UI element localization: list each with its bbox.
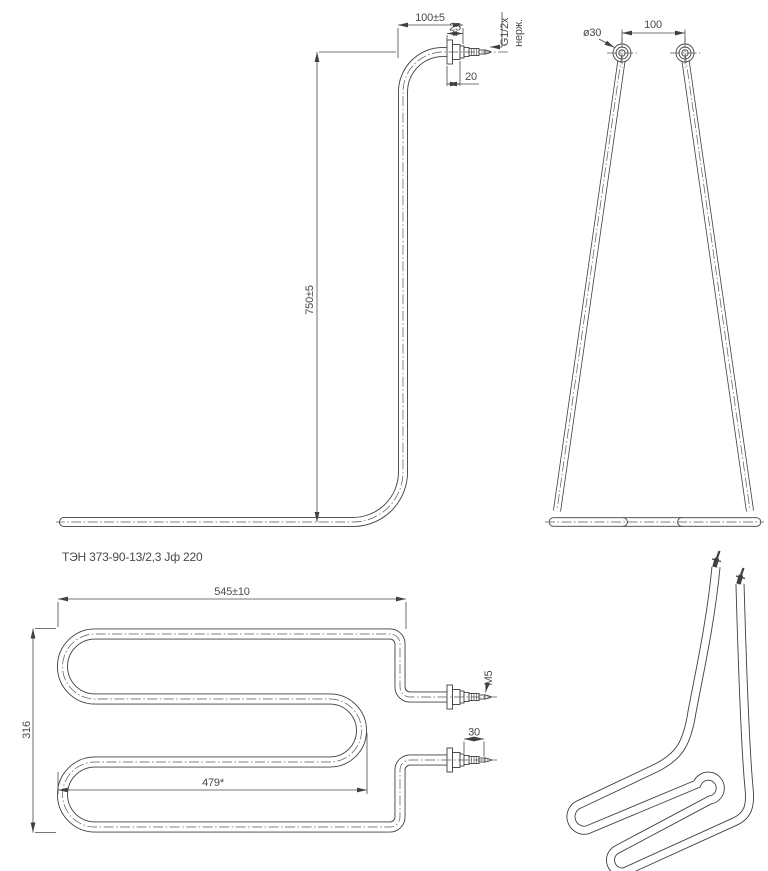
front-view — [545, 19, 764, 526]
thread-spec-label: G1/2x — [499, 17, 511, 47]
heater-tube-fill — [64, 52, 447, 522]
dim-pin-spacing-label: 100 — [644, 19, 662, 31]
iso-terminal-stud-right — [736, 568, 745, 584]
front-centerlines — [545, 38, 764, 522]
serpentine-fill — [63, 634, 448, 827]
dim-width-label: 316 — [21, 721, 33, 739]
dim-terminal-length-label: 30 — [468, 726, 480, 739]
side-view — [56, 12, 525, 522]
part-designation: ТЭН 373-90-13/2,3 Jф 220 — [62, 550, 203, 564]
top-view — [21, 550, 497, 833]
right-leg-fill — [685, 57, 750, 511]
dim-body-length-label: 20 — [465, 71, 477, 83]
dim-diameter-label: ø30 — [582, 27, 602, 39]
stud-thread-label: M5 — [483, 670, 495, 686]
heater-tube-outline — [64, 52, 447, 522]
iso-tube-fill — [571, 567, 750, 871]
serpentine-outline — [63, 634, 448, 827]
dim-height-label: 750±5 — [304, 285, 316, 315]
dim-length-label: 545±10 — [214, 586, 250, 598]
serpentine-centerline — [63, 634, 498, 827]
iso-terminal-stud-left — [712, 551, 721, 567]
material-label: нерж. — [513, 19, 525, 47]
dim-bushing-length-label: 25 — [449, 21, 461, 34]
dim-loop-length-label: 479* — [202, 777, 224, 789]
isometric-view — [571, 551, 750, 871]
left-leg-fill — [557, 57, 622, 511]
tube-centerline — [56, 52, 508, 522]
dim-top-width-label: 100±5 — [415, 12, 445, 24]
